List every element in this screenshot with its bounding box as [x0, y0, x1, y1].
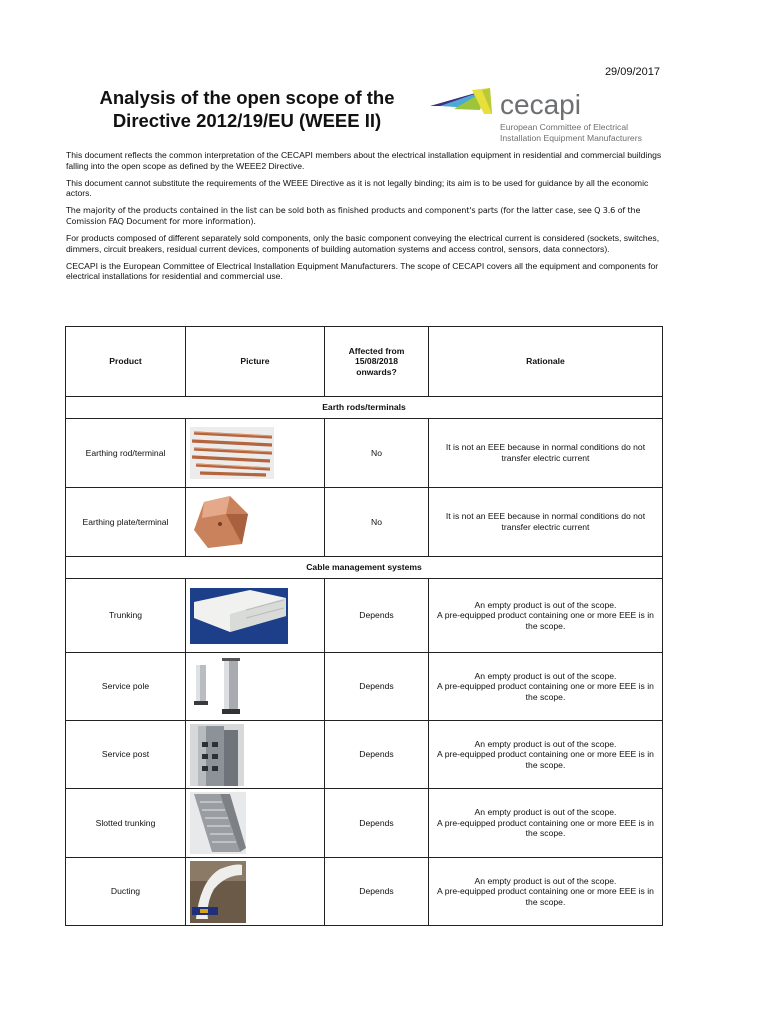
- rationale-text: It is not an EEE because in normal conditions do not transfer electric current: [429, 488, 663, 557]
- rationale-text: [429, 721, 663, 789]
- rationale-line: An empty product is out of the scope.: [474, 670, 617, 681]
- product-picture: [186, 488, 325, 557]
- header-rationale: Rationale: [429, 327, 663, 397]
- section-row: [66, 397, 663, 419]
- product-name: Ducting: [66, 858, 186, 926]
- intro-paragraph: This document reflects the common interpretation of the CECAPI members about the electrical installation equipment in residential and commercial buildings falling into the open scope as defined by the WEEE2 Directive.: [66, 150, 662, 171]
- product-name: Earthing plate/terminal: [66, 488, 186, 557]
- table-row: [66, 579, 663, 653]
- trunking-image: [190, 588, 320, 644]
- page-title: [72, 86, 422, 132]
- intro-text: [66, 150, 662, 288]
- product-name: Earthing rod/terminal: [66, 419, 186, 488]
- affected-value: Depends: [325, 721, 429, 789]
- rationale-text: [429, 579, 663, 653]
- service-post-image: [190, 724, 320, 786]
- product-table: [65, 326, 663, 926]
- affected-value: No: [325, 488, 429, 557]
- section-title: Cable management systems: [66, 557, 663, 579]
- affected-value: Depends: [325, 858, 429, 926]
- rationale-line: A pre-equipped product containing one or more EEE is in the scope.: [437, 681, 654, 702]
- rationale-line: An empty product is out of the scope.: [474, 599, 617, 610]
- rationale-line: A pre-equipped product containing one or more EEE is in the scope.: [437, 610, 654, 631]
- rationale-line: A pre-equipped product containing one or more EEE is in the scope.: [437, 886, 654, 907]
- product-name: Trunking: [66, 579, 186, 653]
- product-name: Service post: [66, 721, 186, 789]
- product-picture: [186, 789, 325, 858]
- affected-value: Depends: [325, 579, 429, 653]
- table-header-row: [66, 327, 663, 397]
- table-row: [66, 858, 663, 926]
- rationale-line: A pre-equipped product containing one or more EEE is in the scope.: [437, 749, 654, 770]
- rationale-line: An empty product is out of the scope.: [474, 807, 617, 818]
- rationale-text: [429, 653, 663, 721]
- affected-value: No: [325, 419, 429, 488]
- title-line-1: Analysis of the open scope of the: [99, 87, 395, 108]
- intro-paragraph: The majority of the products contained in the list can be sold both as finished products and component's parts (for the latter case, see Q 3.6 of the Comission FAQ Document for more information).: [66, 205, 641, 226]
- table-row: [66, 789, 663, 858]
- section-title: Earth rods/terminals: [66, 397, 663, 419]
- table-row: [66, 721, 663, 789]
- document-date: 29/09/2017: [604, 66, 660, 78]
- header-picture: Picture: [186, 327, 325, 397]
- copper-plate-image: [190, 494, 320, 550]
- logo-tagline-1: European Committee of Electrical: [500, 122, 629, 132]
- intro-paragraph: CECAPI is the European Committee of Electrical Installation Equipment Manufacturers. The scope of CECAPI covers all the equipment and components for electrical installations for residential and commercial use.: [66, 260, 659, 282]
- product-picture: [186, 579, 325, 653]
- product-picture: [186, 858, 325, 926]
- product-picture: [186, 653, 325, 721]
- cecapi-logo: [430, 84, 662, 146]
- rationale-text: [429, 858, 663, 926]
- copper-rods-image: [190, 427, 320, 479]
- section-row: [66, 557, 663, 579]
- product-name: Slotted trunking: [66, 789, 186, 858]
- product-picture: [186, 721, 325, 789]
- rationale-line: An empty product is out of the scope.: [474, 875, 617, 886]
- table-row: [66, 488, 663, 557]
- logo-wordmark: cecapi: [500, 89, 581, 120]
- title-line-2: Directive 2012/19/EU (WEEE II): [112, 110, 382, 131]
- intro-paragraph: This document cannot substitute the requirements of the WEEE Directive as it is not legally binding; its aim is to be used for guidance by all the economic actors.: [66, 177, 649, 199]
- rationale-line: An empty product is out of the scope.: [474, 738, 617, 749]
- table-row: [66, 653, 663, 721]
- service-pole-image: [190, 657, 320, 717]
- rationale-text: It is not an EEE because in normal conditions do not transfer electric current: [429, 419, 663, 488]
- intro-paragraph: For products composed of different separately sold components, only the basic component conveying the electrical current is considered (sockets, switches, dimmers, circuit breakers, residual current devices, components of building automation systems and access control, sensors, data connectors).: [66, 233, 660, 254]
- slotted-trunking-image: [190, 792, 320, 854]
- rationale-line: A pre-equipped product containing one or more EEE is in the scope.: [437, 817, 654, 839]
- rationale-text: [429, 789, 663, 858]
- product-name: Service pole: [66, 653, 186, 721]
- product-picture: [186, 419, 325, 488]
- affected-value: Depends: [325, 653, 429, 721]
- ducting-image: [190, 861, 320, 923]
- logo-tagline-2: Installation Equipment Manufacturers: [500, 133, 642, 143]
- affected-value: Depends: [325, 789, 429, 858]
- table-row: [66, 419, 663, 488]
- header-affected: Affected from 15/08/2018 onwards?: [325, 327, 429, 397]
- header-product: Product: [66, 327, 186, 397]
